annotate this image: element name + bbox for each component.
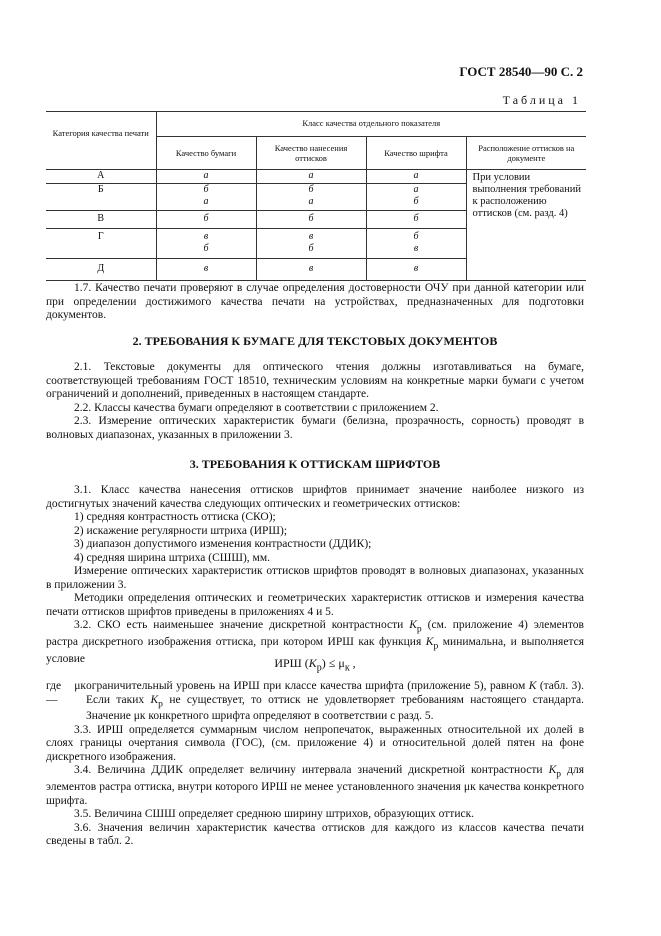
row-category: Б xyxy=(97,184,104,195)
cell-font: б в xyxy=(366,229,466,259)
paragraph-2-3: 2.3. Измерение оптических характеристик бумаги (белизна, прозрачность, сорность) проводят в волновых диапазонах, указанных в приложении 3. xyxy=(46,415,584,441)
section-3-title: 3. ТРЕБОВАНИЯ К ОТТИСКАМ ШРИФТОВ xyxy=(189,457,441,471)
header-paper: Качество бумаги xyxy=(156,137,256,170)
paragraph-2-1: 2.1. Текстовые документы для оптического чтения должны изготавливаться на бумаге, соответствующей требованиям ГОСТ 18510, техническим условиям на конкретные марки бумаги с учетом ограничений и дополнений, приведенных в настоящем стандарте. xyxy=(46,361,584,400)
subscript: р xyxy=(158,697,163,709)
list-item: 2) искажение регулярности штриха (ИРШ); xyxy=(74,524,288,537)
text-span: не существует, то оттиск не удовлетворяет требованиям настоящего стандарта. Значение μк конкретного шрифта определяют в соответствии с разд. 5. xyxy=(86,693,584,723)
paragraph-2-2: 2.2. Классы качества бумаги определяют в соответствии с приложением 2. xyxy=(74,401,439,414)
page-header: ГОСТ 28540—90 С. 2 xyxy=(459,64,583,79)
formula xyxy=(46,656,584,673)
header-class-group: Класс качества отдельного показателя xyxy=(156,112,586,137)
where-label: где μк — xyxy=(46,680,86,706)
header-print: Качество нанесения оттисков xyxy=(256,137,366,170)
where-body xyxy=(86,680,584,724)
section-3-body-cont xyxy=(46,680,584,849)
paragraph-methods: Методики определения оптических и геометрических характеристик оттисков и измерения качества печати оттисков шрифтов приведены в приложениях 4 и 5. xyxy=(46,592,584,618)
section-2-title: 2. ТРЕБОВАНИЯ К БУМАГЕ ДЛЯ ТЕКСТОВЫХ ДОКУМЕНТОВ xyxy=(132,334,498,348)
cell-paper: б а xyxy=(156,184,256,211)
formula-text: ) ≤ μ xyxy=(321,656,345,670)
header-category: Категория качества печати xyxy=(46,112,156,170)
cell-print: б xyxy=(256,211,366,229)
text-span: ограничительный уровень на ИРШ при классе качества шрифта (приложение 5), равном xyxy=(86,680,529,692)
text-span: минимальна, и выполняется условие xyxy=(46,635,585,665)
section-2-body xyxy=(46,361,584,442)
paragraph-3-4 xyxy=(46,764,584,808)
formula-text: ИРШ ( xyxy=(274,656,309,670)
cell-font: б xyxy=(366,211,466,229)
cell-paper: в xyxy=(156,259,256,281)
table-row xyxy=(46,170,586,184)
cell-print: в xyxy=(256,259,366,281)
header-font: Качество шрифта xyxy=(366,137,466,170)
symbol-k: K xyxy=(425,635,434,648)
row-category: Г xyxy=(97,231,104,242)
symbol-k: K xyxy=(409,619,417,631)
paragraph-3-3: 3.3. ИРШ определяется суммарным числом непропечаток, выраженных относительной их долей в слоях границы очертания символа (ГОС), (см. приложение 4) и относительной долей пятен на фоне дискретного изображения. xyxy=(46,723,584,763)
row-category: А xyxy=(97,170,105,181)
symbol-k: K xyxy=(548,764,557,777)
text-span: для элементов растра оттиска, внутри которого ИРШ не менее установленного значения μк качества конкретного шрифта. xyxy=(46,764,584,807)
table-caption: Таблица 1 xyxy=(502,93,581,107)
cell-print: в б xyxy=(256,229,366,259)
header-location: Расположение оттисков на документе xyxy=(466,137,586,170)
subscript: р xyxy=(433,640,439,652)
paragraph-3-6: 3.6. Значения величин характеристик качества оттисков для каждого из классов качества печати сведены в табл. 2. xyxy=(46,821,584,848)
row-category: Д xyxy=(97,263,105,274)
cell-font: в xyxy=(366,259,466,281)
cell-paper: б xyxy=(156,211,256,229)
quality-table xyxy=(46,111,586,281)
cell-font: а xyxy=(366,170,466,184)
paragraph-1-7 xyxy=(46,282,584,323)
text-span: 3.4. Величина ДДИК определяет величину интервала значений дискретной контрастности xyxy=(74,764,549,777)
list-item: 4) средняя ширина штриха (СШШ), мм. xyxy=(74,551,270,564)
row-category: В xyxy=(97,213,105,224)
paragraph-3-5: 3.5. Величина СШШ определяет среднюю ширину штрихов, образующих оттиск. xyxy=(74,808,475,821)
paragraph-3-1: 3.1. Класс качества нанесения оттисков шрифтов принимает значение наиболее низкого из достигнутых значений качества следующих оптических и геометрических оттисков: xyxy=(46,484,584,510)
text-span: 3.2. СКО есть наименьшее значение дискретной контрастности xyxy=(74,619,410,631)
symbol-k: K xyxy=(528,680,537,692)
where-clause xyxy=(46,680,584,724)
subscript: к xyxy=(344,662,350,674)
paragraph-text: 1.7. Качество печати проверяют в случае определения достоверности ОЧУ при данной категории или при определении достижимого качества печати на устройствах, предназначенных для подготовки документов. xyxy=(46,282,584,321)
subscript: р xyxy=(416,623,422,635)
cell-paper: в б xyxy=(156,229,256,259)
text-span: (табл. 3). Если таких xyxy=(86,680,585,706)
symbol-k: K xyxy=(308,656,317,670)
symbol-k: K xyxy=(150,693,159,706)
subscript: р xyxy=(316,662,322,674)
paragraph-measurement: Измерение оптических характеристик оттисков шрифтов проводят в волновых диапазонах, указанных в приложении 3. xyxy=(46,565,584,591)
section-3-body xyxy=(46,484,584,666)
text-span: (см. приложение 4) элементов растра дискретного изображения оттиска, при котором ИРШ как функция xyxy=(46,619,584,648)
cell-print: а xyxy=(256,170,366,184)
cell-print: б а xyxy=(256,184,366,211)
formula-text: , xyxy=(349,656,356,670)
list-item: 3) диапазон допустимого изменения контрастности (ДДИК); xyxy=(74,538,372,550)
cell-font: а б xyxy=(366,184,466,211)
subscript: р xyxy=(556,768,562,780)
location-note: При условии выполнения требований к расположению оттисков (см. разд. 4) xyxy=(466,170,586,281)
list-item: 1) средняя контрастность оттиска (СКО); xyxy=(74,511,276,523)
cell-paper: а xyxy=(156,170,256,184)
